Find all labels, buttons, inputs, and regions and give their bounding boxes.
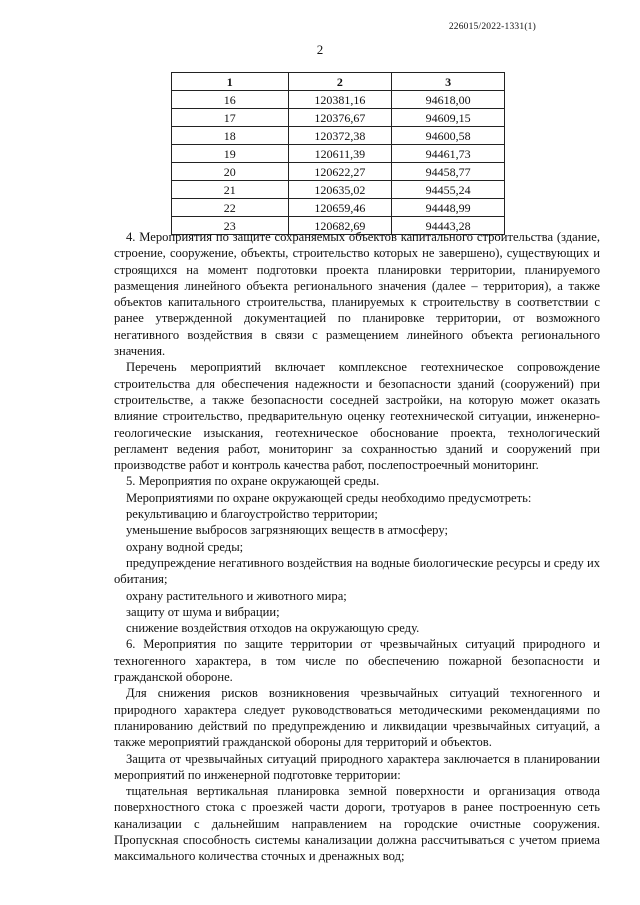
coord-x: 120376,67 bbox=[288, 109, 392, 127]
point-number: 18 bbox=[172, 127, 289, 145]
protection-paragraph: Защита от чрезвычайных ситуаций природного характера заключается в планировании мероприятий по инженерной подготовке территории: bbox=[114, 751, 600, 782]
point-number: 23 bbox=[172, 217, 289, 235]
coord-y: 94443,28 bbox=[392, 217, 505, 235]
table-row bbox=[172, 91, 505, 109]
coord-y: 94600,58 bbox=[392, 127, 505, 145]
list-item: охрану водной среды; bbox=[126, 539, 244, 554]
point-number: 17 bbox=[172, 109, 289, 127]
planning-paragraph: тщательная вертикальная планировка земной поверхности и организация отвода поверхностного стока с проезжей части дороги, тротуаров в ранее построенную сеть канализации с дальнейшим направлением на городские очистные сооружения. Пропускная способность системы канализации должна рассчитываться с учетом приема максимального количества сточных и дренажных вод; bbox=[114, 784, 600, 864]
list-item: защиту от шума и вибрации; bbox=[126, 604, 280, 619]
coord-y: 94458,77 bbox=[392, 163, 505, 181]
coord-x: 120622,27 bbox=[288, 163, 392, 181]
coord-y: 94609,15 bbox=[392, 109, 505, 127]
list-item: рекультивацию и благоустройство территории; bbox=[126, 507, 378, 522]
coord-x: 120381,16 bbox=[288, 91, 392, 109]
coordinates-table bbox=[171, 72, 505, 235]
table-row bbox=[172, 163, 505, 181]
table-row bbox=[172, 127, 505, 145]
column-header: 3 bbox=[392, 73, 505, 91]
section-6-paragraph: 6. Мероприятия по защите территории от чрезвычайных ситуаций природного и техногенного характера, в том числе по обеспечению пожарной безопасности и гражданской обороне. bbox=[114, 637, 600, 685]
document-id: 226015/2022-1331(1) bbox=[448, 22, 536, 32]
section-4-paragraph: 4. Мероприятия по защите сохраняемых объектов капитального строительства (здание, строение, сооружение, объекты, строительство которых не завершено), существующих и строящихся на момент подготовки проекта планировки территории, планируемого размещения линейного объекта регионального значения (далее – территория), а также объектов капитального строительства, планируемых к строительству в соответствии с ранее утвержденной документацией по планировке территории, от возможного негативного воздействия в связи с размещением линейного объекта регионального значения. bbox=[114, 230, 600, 359]
coord-x: 120659,46 bbox=[288, 199, 392, 217]
coord-x: 120611,39 bbox=[288, 145, 392, 163]
coord-y: 94455,24 bbox=[392, 181, 505, 199]
geotech-paragraph: Перечень мероприятий включает комплексное геотехническое сопровождение строительства для обеспечения надежности и безопасности зданий (сооружений) при строительстве, а также безопасности соседней застройки, на которую может оказать влияние строительство, предварительную оценку геотехнической ситуации, инженерно-геологические изыскания, геотехническое обоснование проекта, технологический регламент ведения работ, мониторинг за сохранностью зданий и сооружений при производстве работ и контроль качества работ, послепостроечный мониторинг. bbox=[114, 360, 600, 473]
point-number: 19 bbox=[172, 145, 289, 163]
section-5-heading: 5. Мероприятия по охране окружающей среды. bbox=[126, 474, 380, 489]
table-row bbox=[172, 109, 505, 127]
list-item: уменьшение выбросов загрязняющих веществ в атмосферу; bbox=[126, 523, 448, 538]
coord-y: 94618,00 bbox=[392, 91, 505, 109]
column-header: 2 bbox=[288, 73, 392, 91]
list-item: охрану растительного и животного мира; bbox=[126, 588, 347, 603]
page-number: 2 bbox=[316, 42, 324, 57]
coord-x: 120682,69 bbox=[288, 217, 392, 235]
table-row bbox=[172, 199, 505, 217]
column-header: 1 bbox=[172, 73, 289, 91]
table-row bbox=[172, 145, 505, 163]
point-number: 22 bbox=[172, 199, 289, 217]
list-item: предупреждение негативного воздействия на водные биологические ресурсы и среду их обитания; bbox=[114, 555, 600, 587]
point-number: 16 bbox=[172, 91, 289, 109]
coord-x: 120635,02 bbox=[288, 181, 392, 199]
table-header-row bbox=[172, 73, 505, 91]
document-body bbox=[114, 229, 600, 865]
emergency-paragraph: Для снижения рисков возникновения чрезвычайных ситуаций техногенного и природного характера следует руководствоваться методическими рекомендациями по планированию действий по предупреждению и ликвидации чрезвычайных ситуаций, а также мероприятий гражданской обороны для территорий и объектов. bbox=[114, 686, 600, 750]
coord-y: 94448,99 bbox=[392, 199, 505, 217]
table-row bbox=[172, 181, 505, 199]
point-number: 20 bbox=[172, 163, 289, 181]
list-intro: Мероприятиями по охране окружающей среды необходимо предусмотреть: bbox=[126, 490, 532, 505]
coord-x: 120372,38 bbox=[288, 127, 392, 145]
point-number: 21 bbox=[172, 181, 289, 199]
coord-y: 94461,73 bbox=[392, 145, 505, 163]
list-item: снижение воздействия отходов на окружающую среду. bbox=[126, 621, 420, 636]
